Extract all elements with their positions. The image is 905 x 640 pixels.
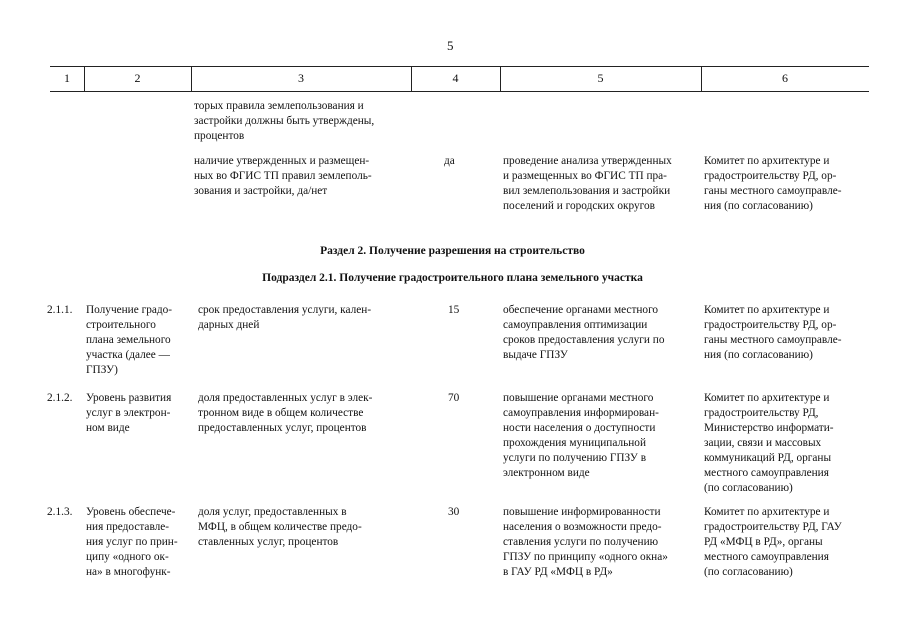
header-bottom-border [50, 91, 869, 92]
column-header-6: 6 [782, 71, 788, 85]
column-header-1: 1 [64, 71, 70, 85]
responsible-cell: Комитет по архитектуре и градостроительству РД, ор- ганы местного самоуправле- ния (по согласованию) [704, 304, 842, 361]
column-header-4: 4 [452, 71, 459, 85]
column-header-2: 2 [134, 71, 141, 85]
responsible-cell: Комитет по архитектуре и градостроительству РД, Министерство информати- зации, связи и массовых коммуникаций РД, органы местного самоуправления (по согласованию) [704, 392, 834, 494]
column-header-3: 3 [298, 71, 304, 85]
row-number: 2.1.1. [47, 304, 73, 316]
indicator-cell: доля предоставленных услуг в элек- тронном виде в общем количестве предоставленных услуг, процентов [198, 392, 373, 434]
value-cell: 70 [448, 392, 460, 404]
value-cell: 15 [448, 304, 460, 316]
measure-cell: проведение анализа утвержденных и размещенных во ФГИС ТП пра- вил землепользования и застройки поселений и городских округов [503, 155, 672, 212]
indicator-cell: наличие утвержденных и размещен- ных во ФГИС ТП правил землеполь- зования и застройки, да/нет [194, 155, 372, 197]
measure-cell: повышение органами местного самоуправления информирован- ности населения о доступности прохождения муниципальной услуги по получению ГПЗУ в электронном виде [503, 392, 659, 479]
value-cell: 30 [448, 506, 460, 518]
column-header-5: 5 [597, 71, 604, 85]
measure-cell: повышение информированности населения о возможности предо- ставления услуги по получению ГПЗУ по принципу «одного окна» в ГАУ РД «МФЦ в РД» [503, 506, 668, 578]
header-top-border [50, 66, 869, 67]
continuation-indicator-text: торых правила землепользования и застройки должны быть утверждены, процентов [194, 100, 375, 142]
service-name-cell: Уровень обеспече- ния предоставле- ния услуг по прин- ципу «одного ок- на» в многофунк- [86, 506, 178, 578]
page-number: 5 [447, 38, 454, 53]
responsible-cell: Комитет по архитектуре и градостроительству РД, ГАУ РД «МФЦ в РД», органы местного самоуправления (по согласованию) [704, 506, 842, 578]
row-number: 2.1.3. [47, 506, 73, 518]
indicator-cell: срок предоставления услуги, кален- дарных дней [198, 304, 372, 331]
service-name-cell: Уровень развития услуг в электрон- ном виде [86, 392, 172, 434]
section-title: Раздел 2. Получение разрешения на строительство [320, 245, 585, 257]
row-number: 2.1.2. [47, 392, 73, 404]
indicator-cell: доля услуг, предоставленных в МФЦ, в общем количестве предо- ставленных услуг, процентов [198, 506, 362, 548]
service-name-cell: Получение градо- строительного плана земельного участка (далее — ГПЗУ) [86, 304, 173, 376]
responsible-cell: Комитет по архитектуре и градостроительству РД, ор- ганы местного самоуправле- ния (по согласованию) [704, 155, 842, 212]
subsection-title: Подраздел 2.1. Получение градостроительного плана земельного участка [262, 272, 643, 284]
value-cell: да [444, 155, 455, 167]
measure-cell: обеспечение органами местного самоуправления оптимизации сроков предоставления услуги по выдаче ГПЗУ [503, 304, 665, 361]
